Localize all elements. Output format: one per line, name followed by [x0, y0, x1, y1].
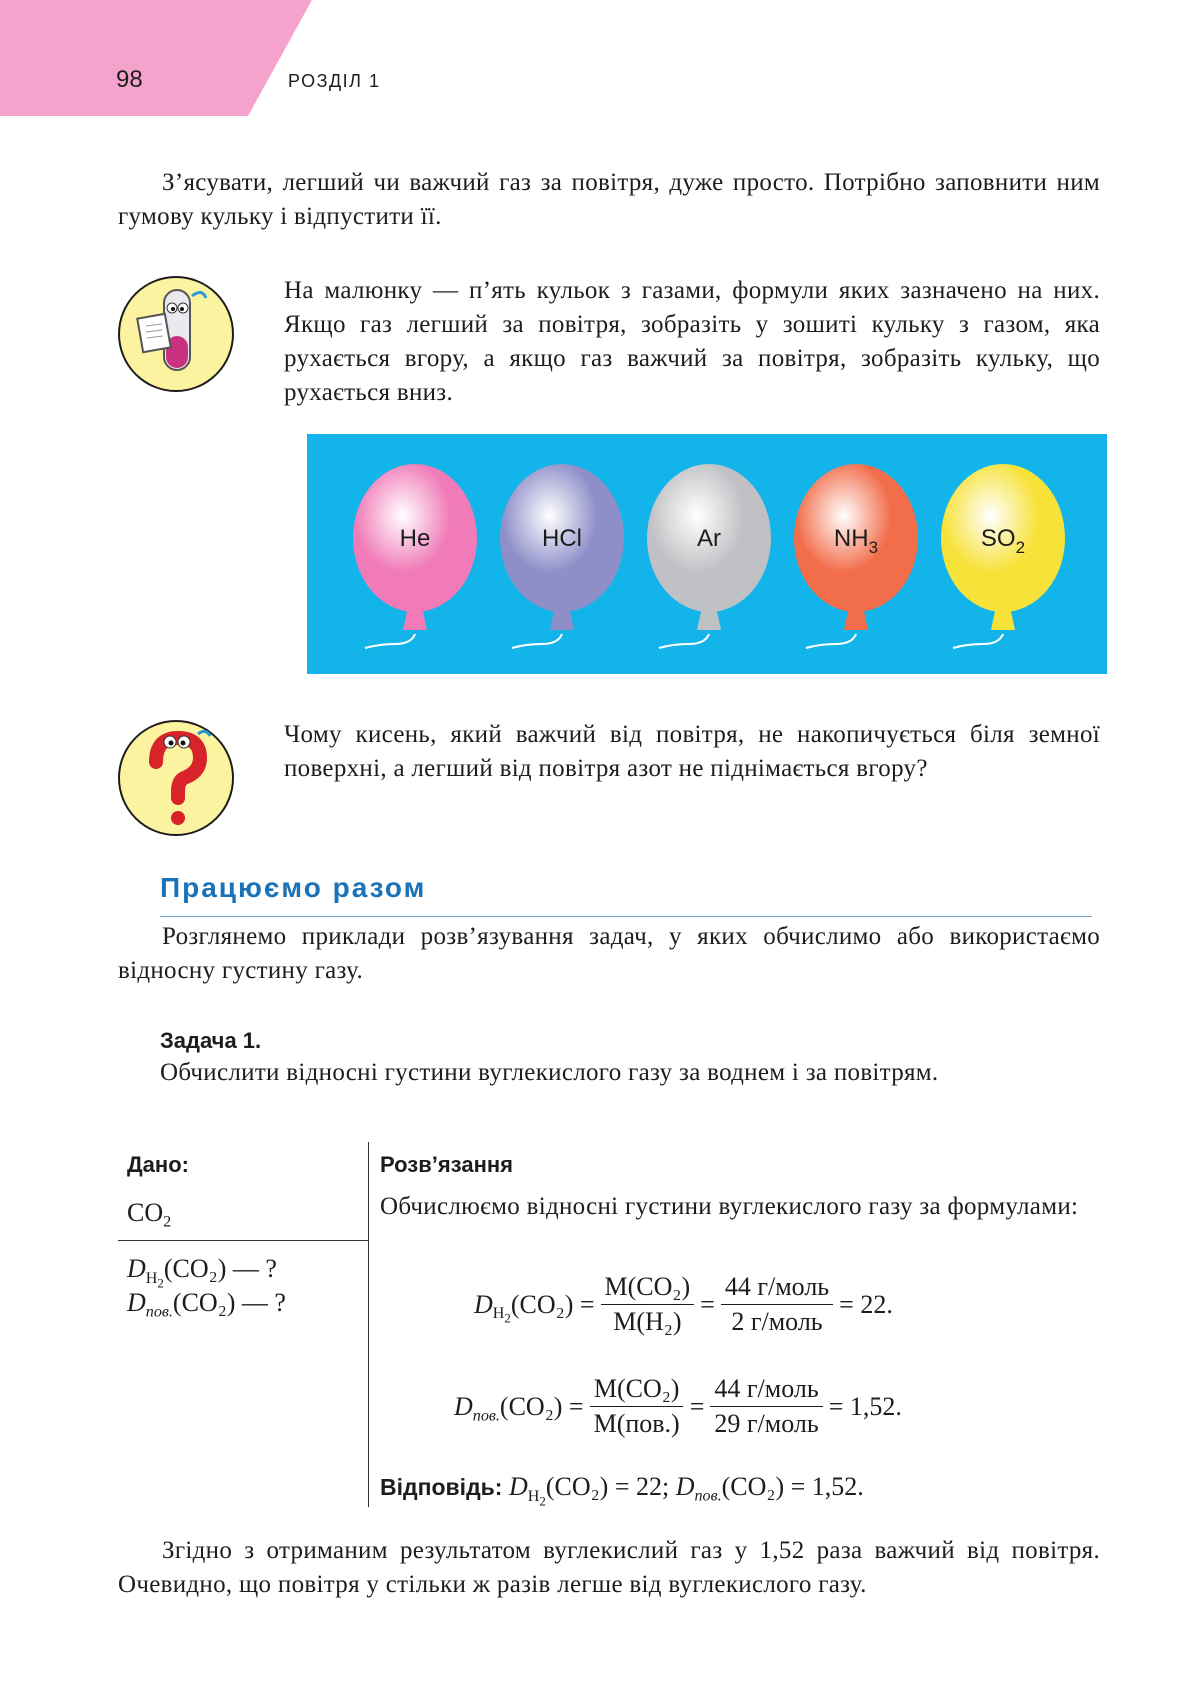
answer-label: Відповідь: [380, 1474, 503, 1500]
question-mark-character-icon [116, 718, 236, 838]
header-pink-tab [0, 0, 320, 116]
conclusion-text: Згідно з отриманим результатом вуглекислий газ у 1,52 раза важчий від повітря. Очевидно, що повітря у стільки ж разів легше від вуглекислого газу. [118, 1537, 1100, 1598]
given-horizontal-divider [118, 1240, 368, 1241]
working-together-text: Розглянемо приклади розв’язування задач, у яких обчислимо або використаємо відносну густину газу. [118, 923, 1100, 984]
heading-underline [160, 916, 1092, 917]
solution-paragraph [380, 1190, 1100, 1224]
task-paragraph [284, 274, 1100, 410]
balloon-nh3 [794, 464, 918, 648]
find-list [127, 1252, 286, 1320]
balloon-label: Ar [697, 525, 721, 552]
fraction-molar-mass: $\frac{\text{M(CO₂)}}{\text{M(пов.)}}$ [590, 1374, 684, 1439]
balloons-svg [307, 434, 1107, 674]
page-number: 98 [116, 66, 143, 93]
task-text: На малюнку — п’ять кульок з газами, формули яких зазначено на них. Якщо газ легший за повітря, зобразіть у зошиті кульку з газом, яка рухається вгору, а якщо газ важчий за повітря, зобразіть кульку, що рухається вниз. [284, 277, 1100, 406]
solution-label: Розв’язання [380, 1152, 513, 1177]
test-tube-character-icon [116, 274, 236, 394]
fraction-values: $\frac{\text{44 г/моль}}{\text{2 г/моль}}$ [721, 1272, 833, 1337]
section-heading: Працюємо разом [160, 872, 427, 903]
conclusion-paragraph [118, 1534, 1100, 1602]
balloon-label: HCl [542, 525, 582, 552]
formula-density-hydrogen: $D_{H_2}(CO_2)$ = $\frac{\text{M(CO₂)}}{\text{M(H₂)}}$ = $\frac{\text{44 г/моль}}{\text{2 г/моль}}$ = 22. [474, 1272, 893, 1336]
balloon-so2 [941, 464, 1065, 648]
balloon-hcl [500, 464, 624, 648]
balloon-label: He [399, 525, 431, 552]
intro-text: З’ясувати, легший чи важчий газ за повітря, дуже просто. Потрібно заповнити ним гумову кульку і відпустити її. [118, 169, 1100, 230]
working-together-paragraph [118, 920, 1100, 988]
answer-line: Відповідь: $D_{H_2}(CO_2) = 22$; $D_{пов.}(CO_2) = 1,52$. [380, 1472, 864, 1509]
find-density-air: $D_{пов.}(CO_2)$ — ? [127, 1288, 286, 1321]
find-density-hydrogen: $D_{H_2}(CO_2)$ — ? [127, 1254, 277, 1291]
question-paragraph [284, 718, 1100, 786]
fraction-molar-mass: $\frac{\text{M(CO₂)}}{\text{M(H₂)}}$ [601, 1272, 695, 1337]
balloon-label: $NH_3$ [833, 525, 879, 557]
solution-intro-text: Обчислюємо відносні густини вуглекислого газу за формулами: [380, 1193, 1079, 1220]
balloon-ar [647, 464, 771, 648]
section-title: РОЗДІЛ 1 [288, 71, 381, 91]
balloon-label: $SO_2$ [980, 525, 1026, 557]
task1-label: Задача 1. [160, 1028, 262, 1053]
balloons-illustration [307, 434, 1107, 674]
question-text: Чому кисень, який важчий від повітря, не накопичується біля земної поверхні, а легший від повітря азот не піднімається вгору? [284, 721, 1100, 782]
formula-density-air: $D_{пов.}(CO_2)$ = $\frac{\text{M(CO₂)}}{\text{M(пов.)}}$ = $\frac{\text{44 г/моль}}{\text{29 г/моль}}$ = 1,52. [454, 1374, 902, 1438]
fraction-values: $\frac{\text{44 г/моль}}{\text{29 г/моль}}$ [710, 1374, 822, 1439]
given-label: Дано: [127, 1152, 189, 1177]
intro-paragraph [118, 166, 1100, 234]
balloon-he [353, 464, 477, 648]
task1-paragraph [160, 1056, 1100, 1090]
table-vertical-divider [368, 1142, 369, 1507]
given-substance: $CO_2$ [127, 1198, 172, 1231]
task1-text: Обчислити відносні густини вуглекислого газу за воднем і за повітрям. [160, 1059, 939, 1086]
